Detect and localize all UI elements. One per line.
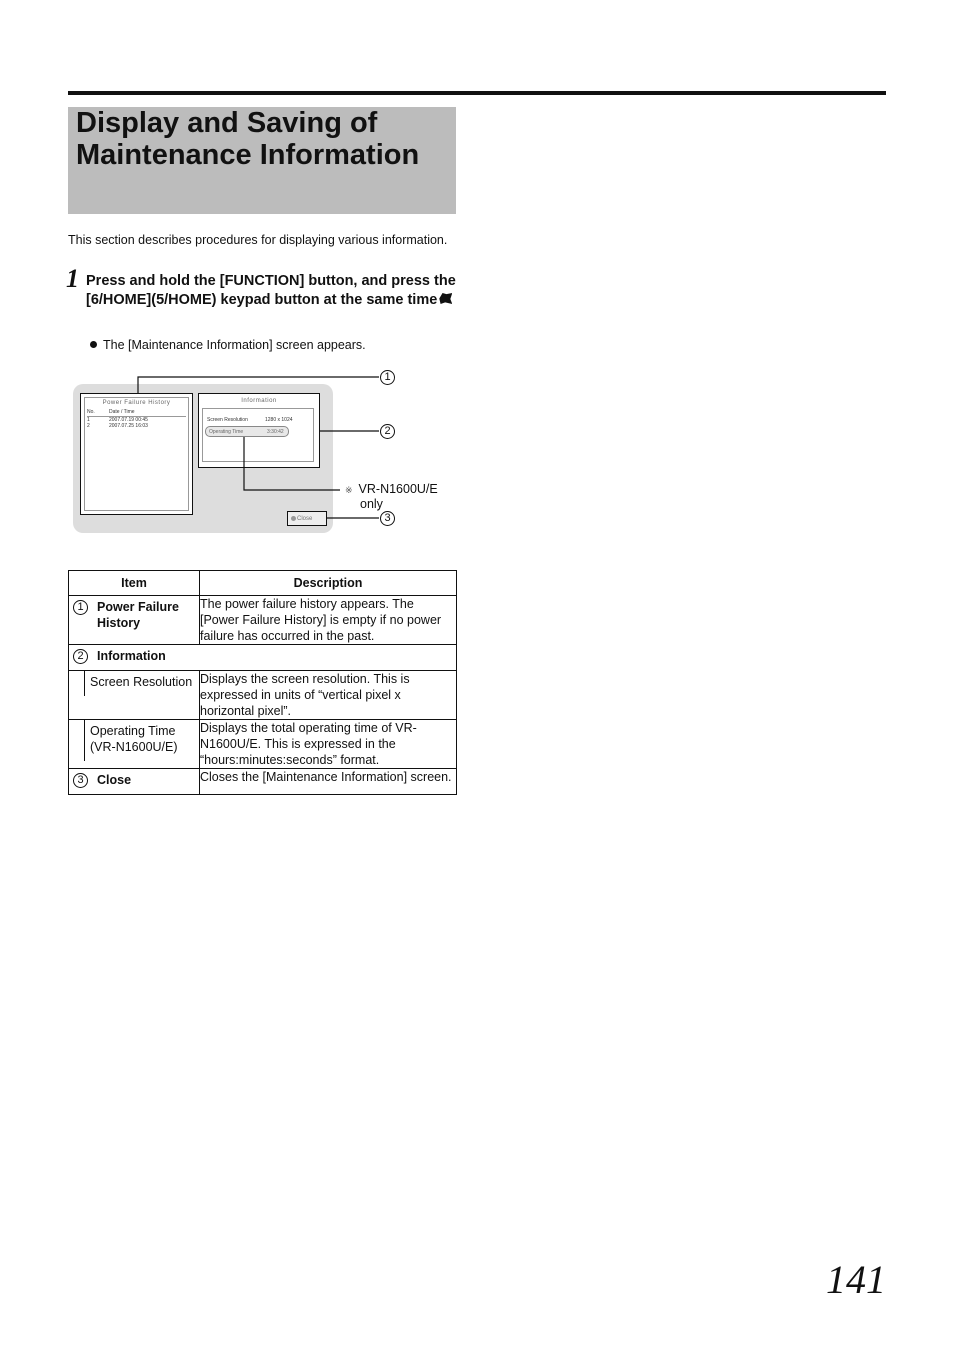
step-result-text: The [Maintenance Information] screen appears. xyxy=(103,338,366,352)
information-panel xyxy=(198,393,320,468)
note-line-1: VR-N1600U/E xyxy=(358,482,438,496)
header-description: Description xyxy=(200,571,457,596)
row-date: 2007.07.19 00:45 xyxy=(109,417,148,423)
table-header-row xyxy=(69,571,457,596)
header-item: Item xyxy=(69,571,200,596)
power-failure-panel xyxy=(80,393,193,515)
item-description: Displays the total operating time of VR-N1600U/E. This is expressed in the “hours:minutes:seconds” format. xyxy=(200,720,457,769)
table-row xyxy=(69,720,457,769)
note-line-2: only xyxy=(360,497,383,511)
col-no: No. xyxy=(87,409,95,415)
step-result xyxy=(90,337,366,353)
power-failure-header xyxy=(87,409,186,417)
close-button[interactable] xyxy=(287,511,327,526)
items-table xyxy=(68,570,457,795)
top-rule xyxy=(68,91,886,95)
memo-icon xyxy=(439,293,452,304)
close-dot-icon xyxy=(291,516,296,521)
item-number: 3 xyxy=(73,773,88,788)
row-no: 2 xyxy=(87,423,90,429)
section-title-box xyxy=(68,107,456,214)
step-number: 1 xyxy=(66,264,79,293)
row-no: 1 xyxy=(87,417,90,423)
item-label: Close xyxy=(97,773,132,787)
bullet-icon xyxy=(90,341,97,348)
col-date: Date / Time xyxy=(109,409,135,415)
list-item xyxy=(87,423,186,429)
item-number: 1 xyxy=(73,600,88,615)
intro-text: This section describes procedures for displaying various information. xyxy=(68,233,448,247)
item-description: The power failure history appears. The [Power Failure History] is empty if no power failure has occurred in the past. xyxy=(200,596,457,645)
operating-time-row xyxy=(205,426,289,437)
table-row xyxy=(69,645,457,671)
resolution-row xyxy=(207,417,293,423)
operating-label: Operating Time xyxy=(209,428,244,435)
model-note xyxy=(345,482,438,511)
power-failure-title: Power Failure History xyxy=(102,400,171,406)
information-title: Information xyxy=(241,398,277,404)
resolution-value: 1280 x 1024 xyxy=(265,417,293,423)
callout-1: 1 xyxy=(380,370,395,385)
note-symbol: ※ xyxy=(345,485,353,495)
item-label: Information xyxy=(97,649,166,663)
callout-2: 2 xyxy=(380,424,395,439)
page-title xyxy=(76,107,448,171)
title-line-2: Maintenance Information xyxy=(76,139,420,171)
sub-item-label: Screen Resolution xyxy=(84,671,199,696)
item-description: Displays the screen resolution. This is expressed in units of “vertical pixel x horizontal pixel”. xyxy=(200,671,457,720)
item-label: Power Failure History xyxy=(97,600,179,630)
close-label: Close xyxy=(297,515,313,522)
item-number: 2 xyxy=(73,649,88,664)
item-description: Closes the [Maintenance Information] screen. xyxy=(200,769,457,795)
sub-item-label: Operating Time (VR-N1600U/E) xyxy=(84,720,199,761)
step-instruction-text: Press and hold the [FUNCTION] button, and press the [6/HOME](5/HOME) keypad button at the same time xyxy=(86,273,456,308)
operating-value: 3:30:42 xyxy=(267,428,284,435)
page-number: 141 xyxy=(826,1257,886,1302)
callout-3: 3 xyxy=(380,511,395,526)
table-row xyxy=(69,671,457,720)
step-instruction xyxy=(86,272,456,310)
row-date: 2007.07.25 16:03 xyxy=(109,423,148,429)
title-line-1: Display and Saving of xyxy=(76,107,378,139)
resolution-label: Screen Resolution xyxy=(207,417,248,423)
table-row xyxy=(69,596,457,645)
table-row xyxy=(69,769,457,795)
